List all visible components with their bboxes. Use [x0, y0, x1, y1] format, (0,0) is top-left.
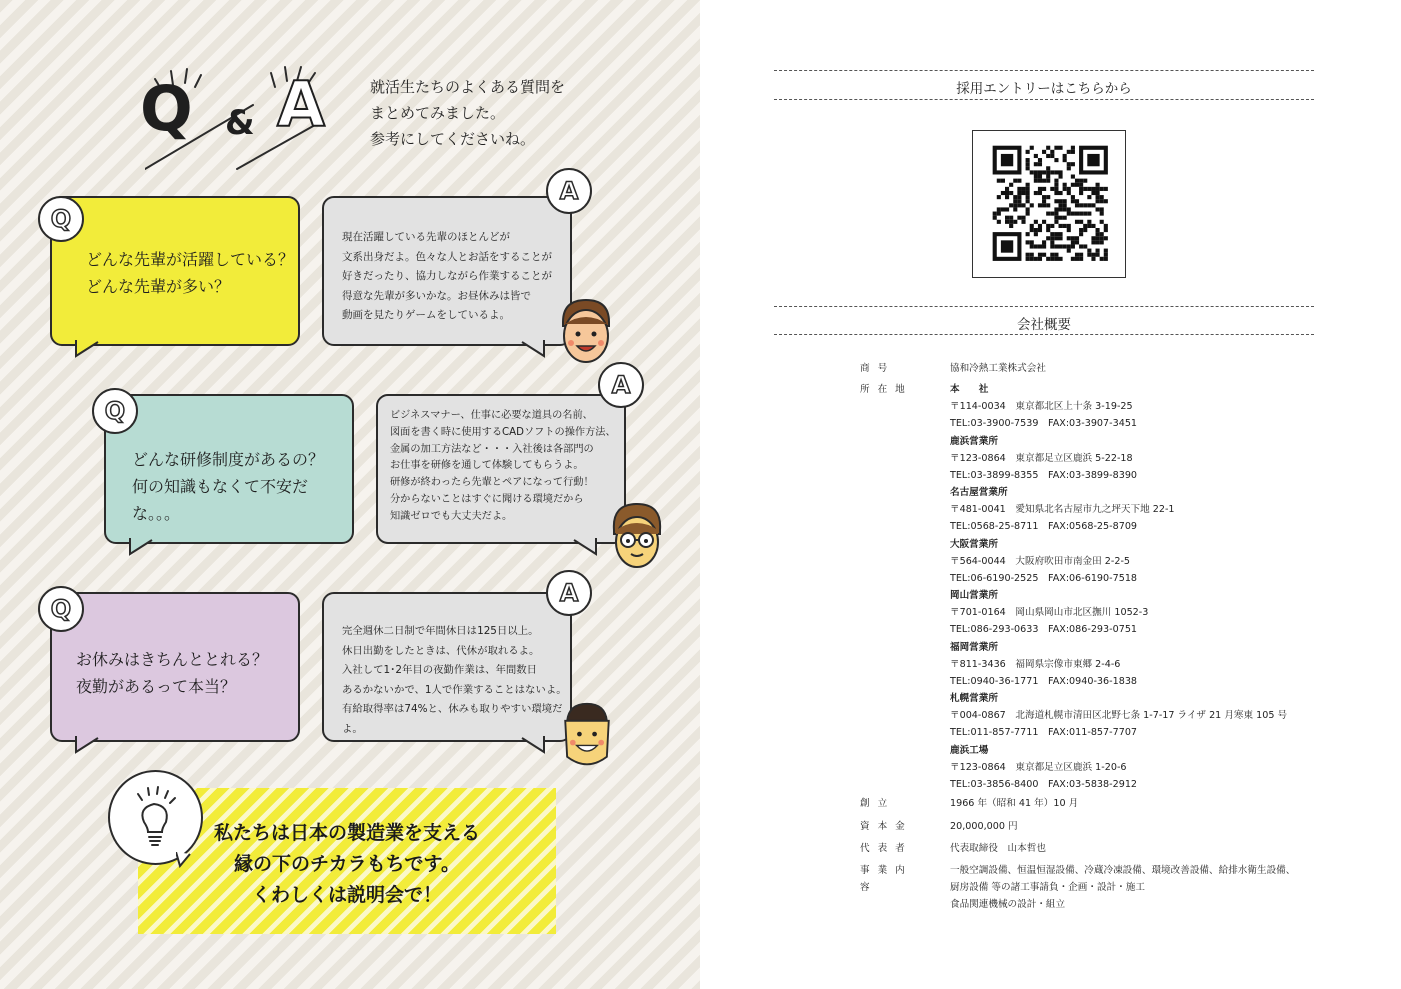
office-line: TEL:0940-36-1771 FAX:0940-36-1838	[950, 675, 1138, 687]
intro-line: 就活生たちのよくある質問を	[370, 78, 566, 96]
employee-face-icon	[555, 296, 617, 366]
answer-card-1	[322, 196, 572, 346]
office-line: 〒811-3436 福岡県宗像市東郷 2-4-6	[950, 658, 1121, 670]
qa-page	[0, 0, 700, 989]
label: 代表者	[860, 843, 913, 854]
office-line: TEL:0568-25-8711 FAX:0568-25-8709	[950, 521, 1138, 532]
label: 創立	[860, 798, 896, 809]
speech-tail	[520, 736, 546, 754]
question-line: お休みはきちんととれる？	[76, 650, 269, 669]
a-letter: A	[277, 68, 325, 141]
speech-tail	[74, 340, 100, 358]
banner-line: くわしくは説明会で！	[251, 884, 442, 906]
answer-card-2	[376, 394, 626, 544]
speech-tail	[520, 340, 546, 358]
business-line: 食品関連機械の設計・組立	[950, 899, 1066, 910]
office-line: 〒123-0864 東京都足立区鹿浜 1-20-6	[950, 761, 1127, 773]
office-name: 福岡営業所	[950, 641, 998, 653]
office-name: 鹿浜工場	[950, 744, 989, 756]
lightbulb-icon	[108, 770, 203, 865]
answer-line: 図面を書く時に使用するCADソフトの操作方法、	[390, 426, 616, 438]
divider	[774, 306, 1314, 307]
office-line: 〒004-0867 北海道札幌市清田区北野七条 1-7-17 ライザ 21 月寒東 105 号	[950, 710, 1288, 721]
business-line: 一般空調設備、恒温恒湿設備、冷蔵冷凍設備、環境改善設備、給排水衛生設備、	[950, 865, 1296, 876]
office-block	[950, 381, 1137, 432]
speech-tail	[572, 538, 598, 556]
answer-line: 得意な先輩が多いかな。お昼休みは皆で	[342, 289, 531, 302]
office-line: TEL:06-6190-2525 FAX:06-6190-7518	[950, 572, 1138, 584]
q-badge: Q	[92, 388, 138, 434]
office-block	[950, 536, 1137, 587]
divider	[774, 334, 1314, 335]
banner-line: 縁の下のチカラもちです。	[234, 853, 460, 875]
intro-line: 参考にしてくださいね。	[370, 130, 536, 148]
answer-line: 分からないことはすぐに聞ける環境だから	[390, 493, 584, 505]
office-line: 〒123-0864 東京都足立区鹿浜 5-22-18	[950, 452, 1133, 464]
intro-line: まとめてみました。	[370, 104, 506, 122]
office-name: 本 社	[950, 384, 989, 395]
question-line: 何の知識もなくて不安だな。。。	[132, 477, 309, 523]
office-line: 〒481-0041 愛知県北名古屋市九之坪天下地 22-1	[950, 504, 1175, 515]
label: 商号	[860, 363, 896, 374]
office-name: 札幌営業所	[950, 693, 998, 704]
label: 所在地	[860, 384, 913, 395]
business-line: 厨房設備 等の諸工事請負・企画・設計・施工	[950, 882, 1145, 893]
profile-title: 会社概要	[1017, 317, 1071, 333]
question-line: どんな研修制度があるの？	[132, 450, 325, 469]
answer-line: 文系出身だよ。色々な人とお話をすることが	[342, 250, 552, 263]
speech-tail	[128, 538, 154, 556]
value: 1966 年（昭和 41 年）10 月	[950, 798, 1079, 809]
office-line: TEL:03-3856-8400 FAX:03-5838-2912	[950, 778, 1138, 790]
label: 事業内容	[860, 865, 913, 893]
office-block	[950, 742, 1137, 793]
office-line: TEL:03-3899-8355 FAX:03-3899-8390	[950, 469, 1138, 481]
q-badge: Q	[38, 586, 84, 632]
answer-card-3	[322, 592, 572, 742]
answer-line: 休日出勤をしたときは、代休が取れるよ。	[342, 644, 540, 657]
question-card-2	[104, 394, 354, 544]
value: 代表取締役 山本哲也	[950, 843, 1046, 854]
office-name: 名古屋営業所	[950, 487, 1008, 498]
office-block	[950, 433, 1137, 484]
entry-title: 採用エントリーはこちらから	[956, 81, 1132, 97]
office-block	[950, 587, 1148, 638]
divider	[774, 99, 1314, 100]
qr-code-icon[interactable]	[973, 131, 1124, 276]
banner-line: 私たちは日本の製造業を支える	[213, 822, 480, 844]
answer-line: ビジネスマナー、仕事に必要な道具の名前、	[390, 410, 593, 421]
office-block	[950, 639, 1137, 690]
question-line: 夜勤があるって本当？	[76, 677, 237, 696]
answer-line: 完全週休二日制で年間休日は125日以上。	[342, 625, 539, 637]
value	[950, 862, 1295, 913]
employee-face-smile-icon	[556, 700, 618, 770]
q-letter: Q	[140, 72, 193, 145]
answer-line: 入社して1･2年目の夜勤作業は、年間数日	[342, 664, 538, 676]
answer-line: 好きだったり、協力しながら作業することが	[342, 270, 552, 282]
answer-line: 動画を見たりゲームをしているよ。	[342, 309, 510, 321]
value: 20,000,000 円	[950, 821, 1018, 832]
office-name: 大阪営業所	[950, 538, 998, 550]
office-line: 〒564-0044 大阪府吹田市南金田 2-2-5	[950, 555, 1131, 567]
office-line: 〒701-0164 岡山県岡山市北区撫川 1052-3	[950, 607, 1149, 618]
intro-text	[370, 74, 565, 152]
speech-tail	[74, 736, 100, 754]
office-line: 〒114-0034 東京都北区上十条 3-19-25	[950, 401, 1133, 412]
office-line: TEL:086-293-0633 FAX:086-293-0751	[950, 624, 1138, 635]
lightbulb-bubble	[108, 770, 203, 865]
qa-heading	[135, 70, 355, 160]
label: 資本金	[860, 821, 913, 832]
question-line: どんな先輩が活躍している？	[86, 250, 295, 269]
answer-line: 研修が終わったら先輩とペアになって行動！	[390, 477, 594, 489]
office-line: TEL:011-857-7711 FAX:011-857-7707	[950, 727, 1138, 738]
a-badge: A	[546, 168, 592, 214]
office-name: 岡山営業所	[950, 590, 998, 601]
answer-line: お仕事を研修を通して体験してもらうよ。	[390, 460, 584, 472]
a-badge: A	[598, 362, 644, 408]
question-card-3	[50, 592, 300, 742]
question-card-1	[50, 196, 300, 346]
office-line: TEL:03-3900-7539 FAX:03-3907-3451	[950, 418, 1138, 429]
office-block	[950, 690, 1287, 741]
answer-line: 現在活躍している先輩のほとんどが	[342, 231, 510, 243]
value: 協和冷熱工業株式会社	[950, 363, 1046, 374]
answer-line: 有給取得率は74%と、休みも取りやすい環境だよ。	[342, 703, 563, 735]
q-badge: Q	[38, 196, 84, 242]
answer-line: あるかないかで、1人で作業することはないよ。	[342, 683, 567, 696]
answer-line: 知識ゼロでも大丈夫だよ。	[390, 510, 513, 522]
office-name: 鹿浜営業所	[950, 435, 998, 447]
employee-face-glasses-icon	[606, 500, 668, 570]
office-block	[950, 484, 1175, 535]
a-badge: A	[546, 570, 592, 616]
question-line: どんな先輩が多い？	[86, 277, 231, 296]
divider	[774, 70, 1314, 71]
speech-tail	[176, 852, 200, 868]
ampersand: &	[225, 103, 255, 143]
qr-code[interactable]	[972, 130, 1126, 278]
answer-line: 金属の加工方法など・・・入社後は各部門の	[390, 443, 594, 455]
